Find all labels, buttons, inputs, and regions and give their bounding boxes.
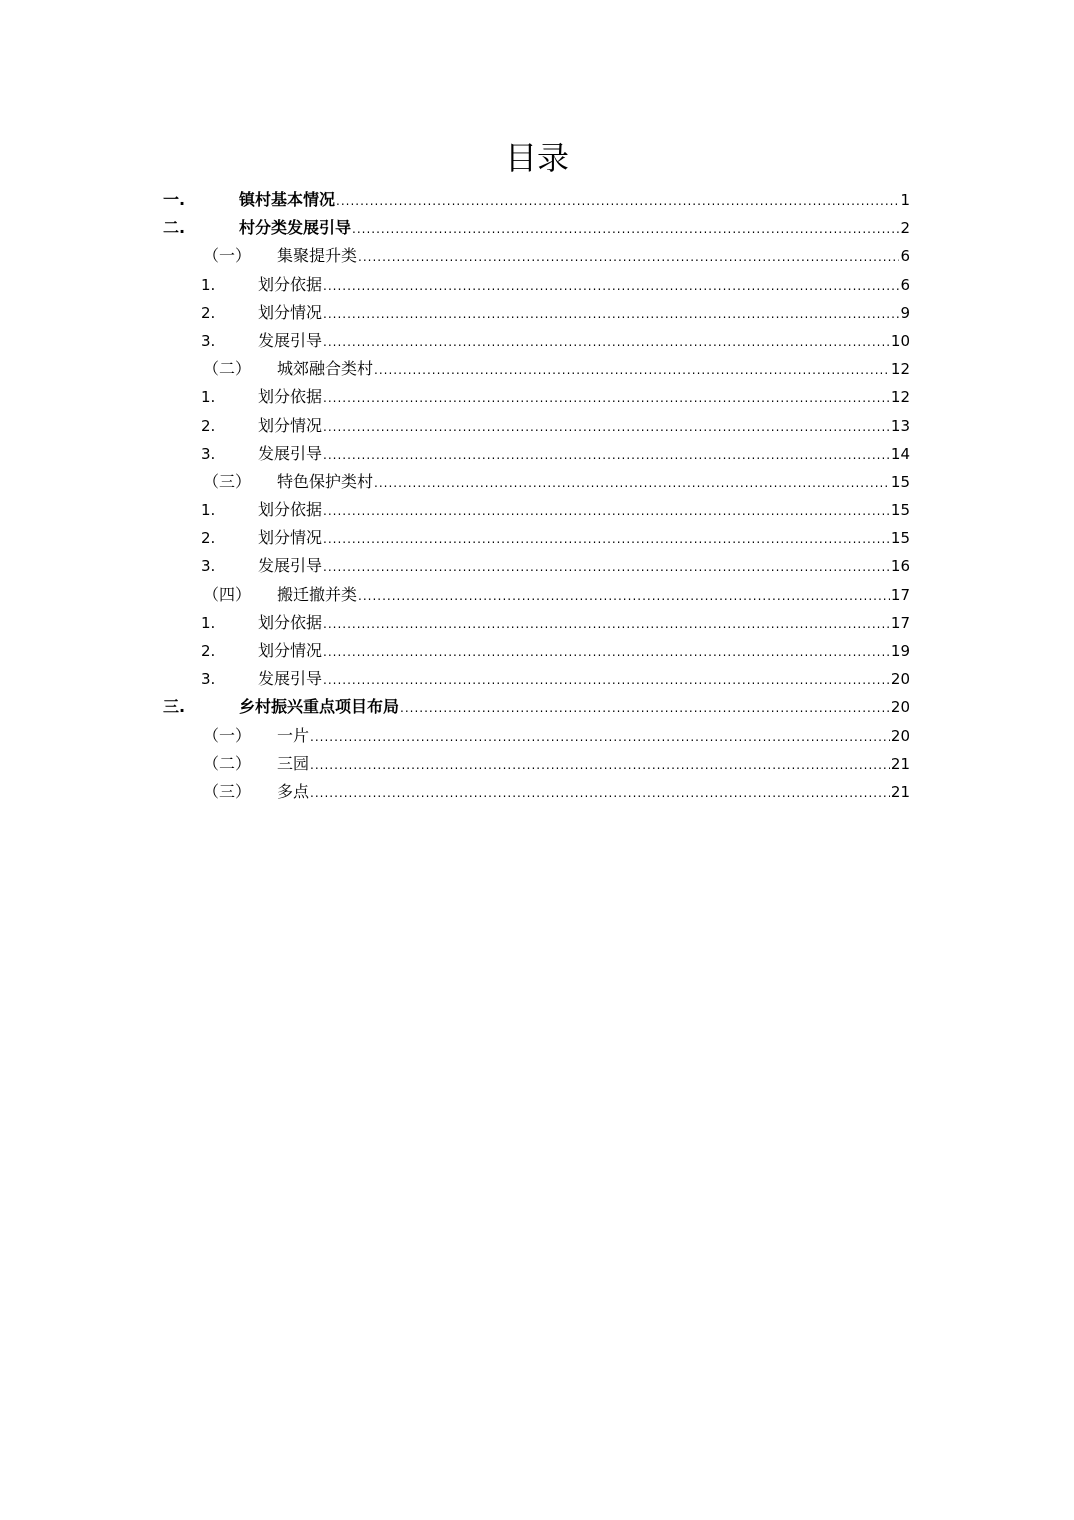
table-of-contents xyxy=(0,186,1074,806)
toc-entry-number: 1. xyxy=(201,275,216,294)
toc-entry-text: 发展引导 xyxy=(258,556,323,576)
toc-entry-label xyxy=(258,383,910,412)
toc-entry-text: 划分依据 xyxy=(258,612,323,632)
toc-entry-label xyxy=(258,440,910,469)
toc-entry-number: 2. xyxy=(201,529,216,548)
toc-entry[interactable] xyxy=(0,496,1074,524)
toc-entry-text: 划分情况 xyxy=(258,641,323,660)
toc-entry-page-number: 15 xyxy=(890,472,910,491)
toc-entry-label xyxy=(258,665,910,694)
toc-entry-text: 发展引导 xyxy=(258,330,323,350)
toc-entry-text: 集聚提升类 xyxy=(277,246,358,266)
toc-dot-leader xyxy=(323,384,890,412)
toc-entry-label xyxy=(239,693,910,722)
toc-entry-text: 划分依据 xyxy=(258,274,323,294)
toc-dot-leader xyxy=(310,723,890,751)
toc-entry-page-number: 17 xyxy=(890,613,910,632)
toc-entry-label xyxy=(239,214,910,243)
toc-entry-label xyxy=(277,722,910,751)
toc-entry-number: 3. xyxy=(201,444,216,463)
toc-entry-number: 二. xyxy=(163,218,186,238)
toc-entry-number: （二） xyxy=(203,753,252,773)
toc-entry-page-number: 21 xyxy=(890,782,910,801)
toc-entry-page-number: 14 xyxy=(890,444,910,463)
toc-entry-page-number: 6 xyxy=(900,247,910,266)
toc-entry[interactable] xyxy=(0,242,1074,270)
toc-entry[interactable] xyxy=(0,693,1074,721)
toc-entry-label xyxy=(258,271,910,300)
toc-entry-page-number: 15 xyxy=(890,529,910,548)
toc-entry-text: 划分依据 xyxy=(258,500,323,520)
toc-entry-label xyxy=(258,524,910,553)
toc-entry-text: 镇村基本情况 xyxy=(239,190,336,209)
toc-entry-number: 2. xyxy=(201,642,216,660)
toc-entry-number: （一） xyxy=(203,246,252,266)
toc-entry-label xyxy=(239,186,910,215)
toc-entry-label xyxy=(277,468,910,497)
toc-entry-label xyxy=(258,552,910,581)
toc-entry-label xyxy=(277,355,910,384)
toc-entry-number: 3. xyxy=(201,670,216,689)
toc-entry-number: 1. xyxy=(201,613,216,632)
toc-entry-text: 三园 xyxy=(277,753,310,773)
toc-entry-text: 划分情况 xyxy=(258,415,323,435)
toc-entry-page-number: 10 xyxy=(890,331,910,350)
toc-entry-label xyxy=(258,327,910,356)
toc-entry-label xyxy=(258,609,910,638)
toc-entry-text: 划分依据 xyxy=(258,387,323,407)
toc-entry-page-number: 2 xyxy=(900,219,910,238)
toc-entry-label xyxy=(277,778,910,807)
toc-dot-leader xyxy=(323,300,899,328)
toc-entry[interactable] xyxy=(0,383,1074,411)
toc-entry[interactable] xyxy=(0,440,1074,468)
toc-entry-number: 2. xyxy=(201,303,216,322)
toc-entry-number: （一） xyxy=(203,725,252,745)
toc-entry-page-number: 12 xyxy=(890,388,910,407)
toc-entry-label xyxy=(258,299,910,328)
toc-entry[interactable] xyxy=(0,186,1074,214)
toc-dot-leader xyxy=(336,187,899,215)
toc-entry-number: 一. xyxy=(163,190,186,209)
toc-entry-page-number: 20 xyxy=(890,726,910,745)
toc-entry-label xyxy=(277,242,910,271)
toc-entry[interactable] xyxy=(0,665,1074,693)
toc-entry-label xyxy=(277,581,910,610)
toc-entry[interactable] xyxy=(0,722,1074,750)
toc-entry-page-number: 17 xyxy=(890,585,910,604)
toc-entry-text: 划分情况 xyxy=(258,302,323,322)
toc-entry-number: 1. xyxy=(201,501,216,520)
toc-entry-page-number: 9 xyxy=(900,303,910,322)
toc-entry[interactable] xyxy=(0,214,1074,242)
toc-entry-label xyxy=(258,412,910,441)
toc-entry-text: 发展引导 xyxy=(258,669,323,689)
toc-dot-leader xyxy=(310,779,890,807)
toc-dot-leader xyxy=(374,469,890,497)
toc-entry-page-number: 21 xyxy=(890,754,910,773)
toc-entry-number: 三. xyxy=(163,697,186,717)
toc-entry-label xyxy=(277,750,910,779)
toc-dot-leader xyxy=(323,441,890,469)
toc-entry-page-number: 13 xyxy=(890,416,910,435)
toc-entry-label xyxy=(258,637,910,666)
toc-entry-text: 一片 xyxy=(277,725,310,745)
toc-title: 目录 xyxy=(504,139,569,177)
toc-dot-leader xyxy=(323,497,890,525)
toc-entry-page-number: 20 xyxy=(890,670,910,689)
toc-entry-text: 村分类发展引导 xyxy=(239,218,352,238)
toc-entry[interactable] xyxy=(0,468,1074,496)
toc-dot-leader xyxy=(374,356,890,384)
toc-dot-leader xyxy=(358,582,890,610)
toc-entry-page-number: 19 xyxy=(890,642,910,660)
toc-entry-page-number: 1 xyxy=(900,191,910,209)
toc-dot-leader xyxy=(358,243,899,271)
toc-entry-page-number: 6 xyxy=(900,275,910,294)
toc-entry-page-number: 12 xyxy=(890,360,910,379)
toc-entry-text: 搬迁撤并类 xyxy=(277,584,358,604)
toc-entry-number: 1. xyxy=(201,388,216,407)
toc-entry[interactable] xyxy=(0,412,1074,440)
toc-entry[interactable] xyxy=(0,327,1074,355)
toc-entry-text: 城郊融合类村 xyxy=(277,359,374,379)
toc-entry[interactable] xyxy=(0,524,1074,552)
toc-entry-number: （二） xyxy=(203,359,252,379)
toc-entry[interactable] xyxy=(0,299,1074,327)
toc-entry[interactable] xyxy=(0,750,1074,778)
toc-entry-page-number: 16 xyxy=(890,557,910,576)
toc-dot-leader xyxy=(323,666,890,694)
toc-dot-leader xyxy=(400,694,890,722)
toc-entry-text: 特色保护类村 xyxy=(277,471,374,491)
toc-entry[interactable] xyxy=(0,609,1074,637)
toc-entry-number: 3. xyxy=(201,557,216,576)
toc-dot-leader xyxy=(310,751,890,779)
toc-entry-page-number: 20 xyxy=(890,698,910,717)
toc-entry[interactable] xyxy=(0,778,1074,806)
toc-entry-page-number: 15 xyxy=(890,501,910,520)
toc-entry-text: 多点 xyxy=(277,781,310,801)
toc-dot-leader xyxy=(323,553,890,581)
toc-entry-number: 2. xyxy=(201,416,216,435)
toc-entry[interactable] xyxy=(0,637,1074,665)
toc-dot-leader xyxy=(323,638,890,666)
toc-dot-leader xyxy=(323,272,899,300)
toc-dot-leader xyxy=(323,525,890,553)
toc-dot-leader xyxy=(323,413,890,441)
toc-entry-number: （四） xyxy=(203,584,252,604)
toc-entry[interactable] xyxy=(0,271,1074,299)
toc-entry-number: 3. xyxy=(201,331,216,350)
toc-dot-leader xyxy=(352,215,899,243)
toc-entry[interactable] xyxy=(0,581,1074,609)
toc-dot-leader xyxy=(323,328,890,356)
toc-entry-text: 乡村振兴重点项目布局 xyxy=(239,697,400,717)
toc-entry[interactable] xyxy=(0,552,1074,580)
toc-entry-label xyxy=(258,496,910,525)
toc-entry[interactable] xyxy=(0,355,1074,383)
toc-entry-text: 划分情况 xyxy=(258,528,323,548)
toc-entry-text: 发展引导 xyxy=(258,443,323,463)
toc-entry-number: （三） xyxy=(203,781,252,801)
toc-entry-number: （三） xyxy=(203,471,252,491)
toc-dot-leader xyxy=(323,610,890,638)
